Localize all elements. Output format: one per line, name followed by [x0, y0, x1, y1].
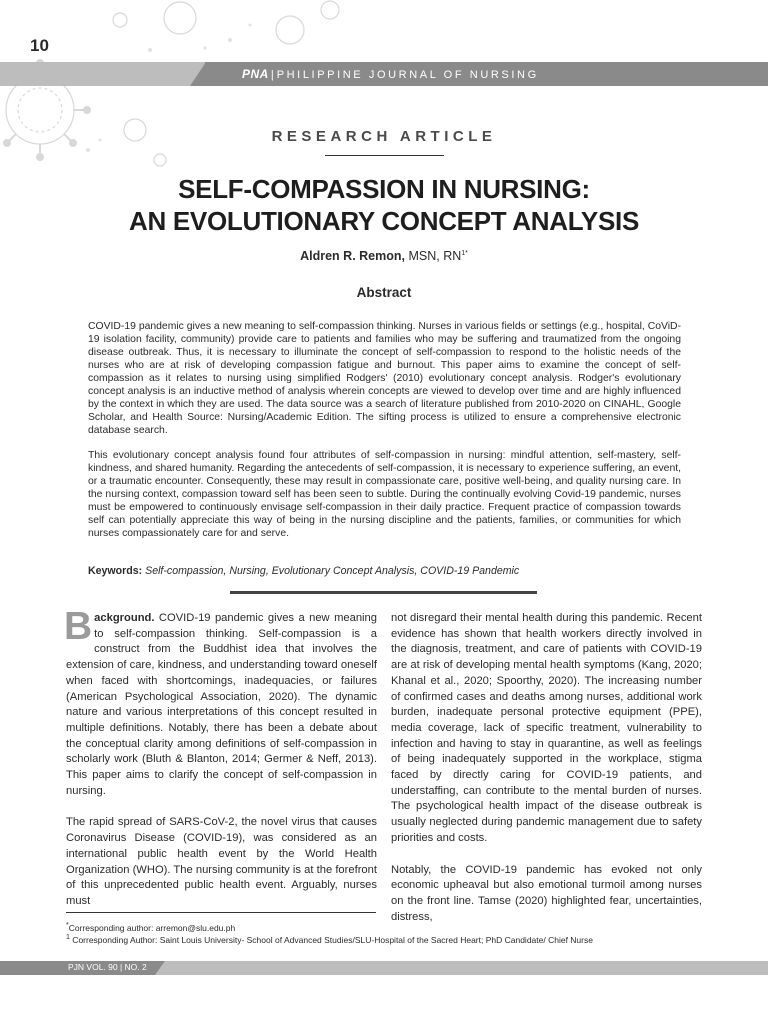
background-paragraph	[64, 605, 377, 799]
body-paragraph: not disregard their mental health during this pandemic. Recent evidence has shown that health workers directly involved in the diagnosis, treatment, and care of patients with COVID-19 are at risk of developing mental health symptoms (Kang, 2020; Khanal et al., 2020; Spoorthy, 2020). The increasing number of confirmed cases and deaths among nurses, additional work burden, inadequate personal protective equipment (PPE), media coverage, lack of specific treatment, vulnerability to infection and having to stay in quarantine, as well as feelings of being inadequately supported in the workplace, stigma faced by directly caring for COVID-19 patients, and understaffing, can contribute to the mental burden of nurses. The psychological health impact of the disease outbreak is usually neglected during pandemic management due to safety priorities and costs.	[391, 612, 702, 844]
footnote-text: Corresponding author: arremon@slu.edu.ph	[68, 922, 236, 933]
body-column-left	[64, 605, 377, 926]
body-paragraph: Notably, the COVID-19 pandemic has evoked not only economic upheaval but also emotional turmoil among nurses on the front line. Tamse (2020) highlighted fear, uncertainties, distress,	[391, 863, 702, 923]
article-type-label: RESEARCH ARTICLE	[271, 128, 497, 145]
title-line-2: AN EVOLUTIONARY CONCEPT ANALYSIS	[129, 206, 639, 236]
author-name: Aldren R. Remon,	[300, 249, 405, 263]
page-number: 10	[30, 36, 49, 55]
author-credentials: MSN, RN	[408, 249, 462, 263]
banner-text	[242, 67, 539, 81]
section-lead-word: ackground.	[94, 612, 155, 624]
abstract-heading: Abstract	[356, 285, 412, 300]
issue-label: PJN VOL. 90 | NO. 2	[68, 962, 147, 972]
journal-name: PHILIPPINE JOURNAL OF NURSING	[276, 69, 539, 81]
author-line	[0, 249, 768, 263]
footnote-affiliation	[66, 933, 593, 945]
banner-separator: |	[270, 69, 274, 81]
keywords-list: Self-compassion, Nursing, Evolutionary Concept Analysis, COVID-19 Pandemic	[145, 565, 520, 577]
body-column-right	[391, 611, 702, 941]
abstract-paragraph-1: COVID-19 pandemic gives a new meaning to self-compassion thinking. Nurses in various fields or settings (e.g., hospital, CoViD-19 isolation facility, community) provide care to patients and families who may be suffering and traumatized from the ongoing disease outbreak. Thus, it is necessary to illuminate the concept of self-compassion to respond to the holistic needs of the nurses who are at risk of developing compassion fatigue and burnout. This paper aims to examine the concept of self-compassion as it relates to nursing using simplified Rodgers' (2010) evolutionary concept analysis. Rodger's evolutionary concept analysis is an inductive method of analysis wherein concepts are viewed to develop over time and are highly influenced by the context in which they are used. The data source was a search of literature published from 2010-2020 on CINAHL, Google Scholar, and Health Source: Nursing/Academic Edition. The sifting process is utilized to ensure a comprehensive electronic database search.	[88, 321, 681, 436]
footnote-text: Corresponding Author: Saint Louis University- School of Advanced Studies/SLU-Hospital of the Sacred Heart; PhD Candidate/ Chief Nurse	[69, 934, 593, 945]
banner-slant	[190, 62, 206, 86]
footnote-mark: *	[66, 921, 69, 929]
journal-brand: PNA	[242, 67, 269, 81]
kicker-divider	[325, 155, 444, 156]
footnote-divider	[66, 912, 376, 913]
title-line-1: SELF-COMPASSION IN NURSING:	[178, 174, 590, 204]
drop-cap: B	[64, 605, 93, 648]
footnote-mark: 1	[66, 933, 70, 941]
keywords-label: Keywords:	[88, 565, 143, 577]
keywords-line	[88, 565, 681, 577]
section-divider	[230, 591, 537, 594]
footer-slant	[155, 961, 165, 975]
article-title	[0, 173, 768, 237]
journal-banner	[0, 62, 768, 86]
author-affiliation-marks: 1*	[461, 249, 468, 257]
footnote-corresponding-email	[66, 921, 235, 933]
abstract-paragraph-2: This evolutionary concept analysis found four attributes of self-compassion in nursing: mindful attention, self-mastery, self-kindness, and shared humanity. Regarding the antecedents of self-compassion, it is necessary to experience suffering, an event, or a traumatic encounter. Consequently, these may result in compassionate care, positive well-being, and quality nursing care. In the nursing context, compassion toward self has been seen to subtle. During the continually evolving Covid-19 pandemic, nurses must be empowered to continuously envisage self-compassion in their daily practice. Frequent practice of compassion towards self can potentially appreciate this way of being in the nursing discipline and the patients, families, or communities for which nurses compassionately care for and serve.	[88, 450, 681, 539]
body-paragraph: The rapid spread of SARS-CoV-2, the novel virus that causes Coronavirus Disease (COVID-19), was considered as an international public health event by the World Health Organization (WHO). The nursing community is at the forefront of this unprecedented public health event. Arguably, nurses must	[66, 816, 377, 907]
background-text: COVID-19 pandemic gives a new meaning to self-compassion thinking. Self-compassion is a construct from the Buddhist idea that involves the extension of care, kindness, and understanding toward oneself when faced with shortcomings, inadequacies, or failures (American Psychological Association, 2020). The dynamic nature and various interpretations of this concept resulted in multiple definitions. Notably, there has been a debate about the conceptual clarity among definitions of self-compassion in scholarly work (Bluth & Blanton, 2014; Germer & Neff, 2013). This paper aims to clarify the concept of self-compassion in nursing.	[66, 612, 377, 797]
virus-background-illustration	[0, 0, 400, 200]
